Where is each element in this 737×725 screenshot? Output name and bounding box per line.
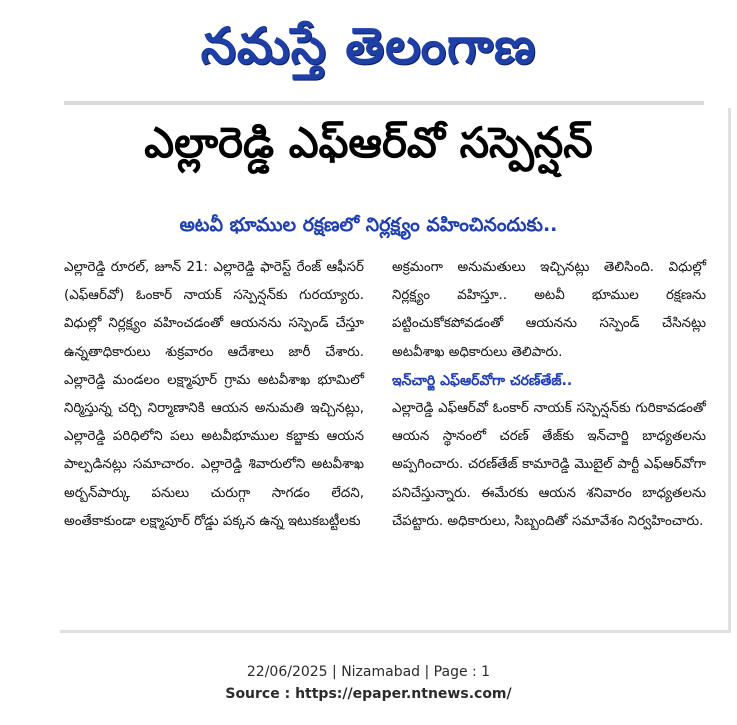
newspaper-masthead: నమస్తే తెలంగాణ [200,16,537,75]
article-body-paragraph: ఎల్లారెడ్డి రూరల్, జూన్ 21: ఎల్లారెడ్డి ఫారెస్ట్ రేంజ్ ఆఫీసర్ (ఎఫ్‌ఆర్‌వో) ఓంకార్ నాయక్ సస్పెన్షన్‌కు గురయ్యారు. విధుల్లో నిర్లక్ష్యం వహించడంతో ఆయనను సస్పెండ్ చేస్తూ ఉన్నతాధికారులు శుక్రవారం ఆదేశాలు జారీ చేశారు. ఎల్లారెడ్డి మండలం లక్ష్మాపూర్ గ్రామ అటవీశాఖ భూమిలో నిర్మిస్తున్న చర్చి నిర్మాణానికి ఆయన అనుమతి ఇచ్చినట్లు, ఎల్లారెడ్డి పరిధిలోని పలు అటవీభూముల కబ్జాకు ఆయన పాల్పడినట్లు సమాచారం. ఎల్లారెడ్డి శివారులోని అటవీశాఖ అర్బన్‌పార్కు పనులు చురుగ్గా సాగడం లేదని, అంతేకాకుండా లక్ష్మాపూర్ రోడ్డు పక్కన ఉన్న ఇటుకబట్టీలకు [64,260,364,529]
article-column-left [64,254,364,536]
edition-info: 22/06/2025 | Nizamabad | Page : 1 [246,664,491,680]
article-crosshead: ఇన్‌చార్జి ఎఫ్‌ఆర్‌వోగా చరణ్‌తేజ్.. [392,372,573,389]
article-headline: ఎల్లారెడ్డి ఎఫ్‌ఆర్‌వో సస్పెన్షన్ [144,118,593,167]
source-link: Source : https://epaper.ntnews.com/ [225,686,512,702]
masthead-divider [64,101,704,105]
article-body-paragraph: ఎల్లారెడ్డి ఎఫ్‌ఆర్‌వో ఓంకార్ నాయక్ సస్పెన్షన్‌కు గురికావడంతో ఆయన స్థానంలో చరణ్ తేజ్‌కు ఇన్‌చార్జి బాధ్యతలను అప్పగించారు. చరణ్‌తేజ్ కామారెడ్డి మొబైల్ పార్టీ ఎఫ్‌ఆర్‌వోగా పనిచేస్తున్నారు. ఈమేరకు ఆయన శనివారం బాధ్యతలను చేపట్టారు. అధికారులు, సిబ్బందితో సమావేశం నిర్వహించారు. [392,401,706,529]
article-column-right [392,254,706,536]
article-subheadline: అటవీ భూముల రక్షణలో నిర్లక్ష్యం వహించినందుకు.. [179,214,558,236]
article-body-paragraph: అక్రమంగా అనుమతులు ఇచ్చినట్లు తెలిసింది. విధుల్లో నిర్లక్ష్యం వహిస్తూ.. అటవీ భూముల రక్షణను పట్టించుకోకపోవడంతో ఆయనను సస్పెండ్ చేసినట్లు అటవీశాఖ అధికారులు తెలిపారు. [392,260,706,360]
